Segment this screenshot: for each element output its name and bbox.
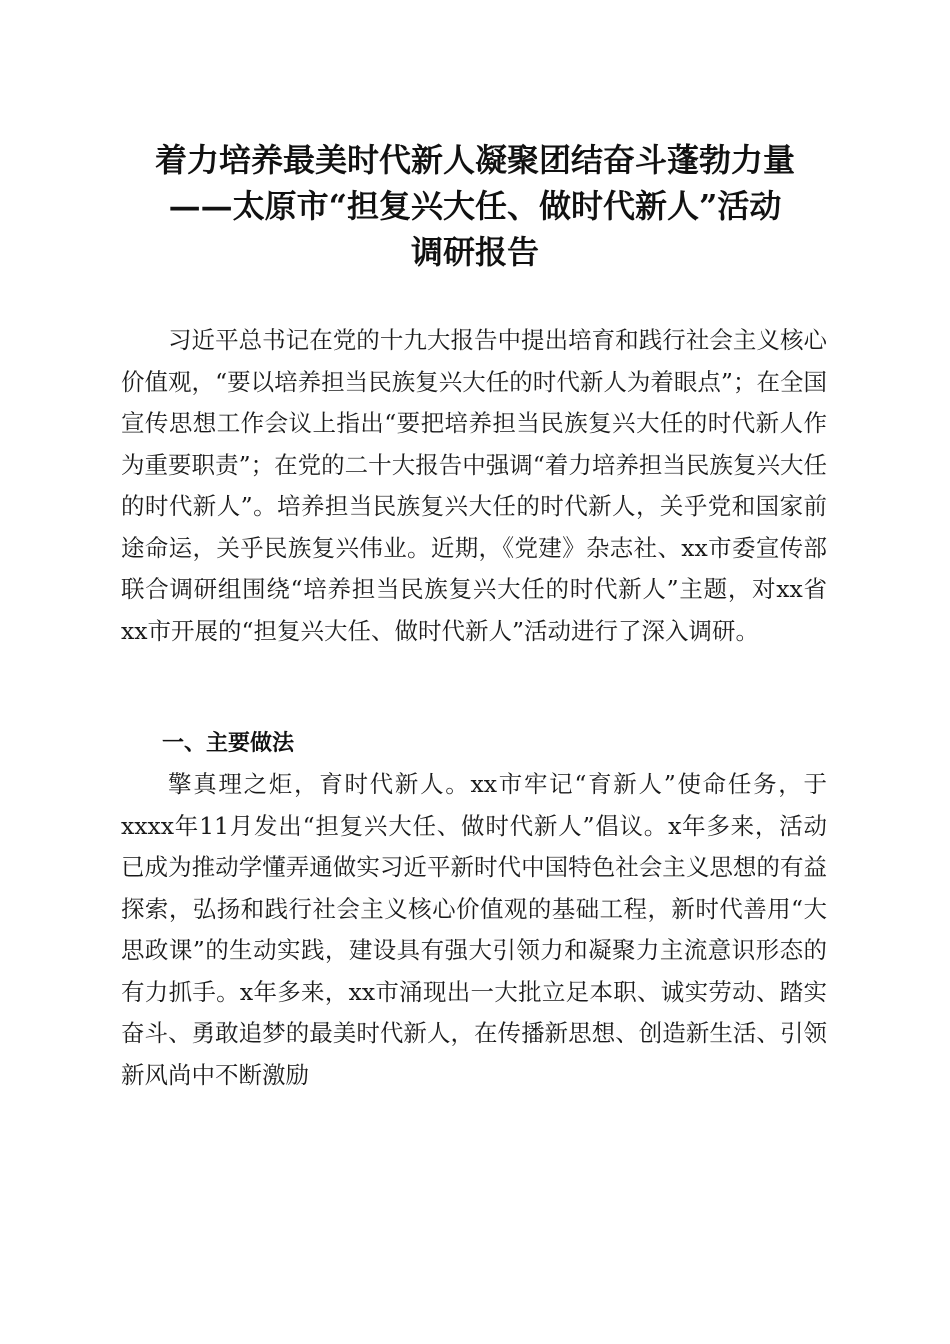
document-title-line-1: 着力培养最美时代新人凝聚团结奋斗蓬勃力量 xyxy=(154,141,795,179)
section-heading-main-practices: 一、主要做法 xyxy=(162,731,295,756)
document-title-line-2: ——太原市“担复兴大任、做时代新人”活动 xyxy=(168,187,782,225)
body-paragraph-1: 习近平总书记在党的十九大报告中提出培育和践行社会主义核心价值观，“要以培养担当民族复兴大任的时代新人为着眼点”；在全国宣传思想工作会议上指出“要把培养担当民族复兴大任的时代新人作为重要职责”；在党的二十大报告中强调“着力培养担当民族复兴大任的时代新人”。培养担当民族复兴大任的时代新人，关乎党和国家前途命运，关乎民族复兴伟业。近期，《党建》杂志社、xx市委宣传部联合调研组围绕“培养担当民族复兴大任的时代新人”主题，对xx省xx市开展的“担复兴大任、做时代新人”活动进行了深入调研。 xyxy=(121,326,827,645)
body-paragraph-2: 擎真理之炬，育时代新人。xx市牢记“育新人”使命任务，于xxxx年11月发出“担复兴大任、做时代新人”倡议。x年多来，活动已成为推动学懂弄通做实习近平新时代中国特色社会主义思想的有益探索，弘扬和践行社会主义核心价值观的基础工程，新时代善用“大思政课”的生动实践，建设具有强大引领力和凝聚力主流意识形态的有力抓手。x年多来，xx市涌现出一大批立足本职、诚实劳动、踏实奋斗、勇敢追梦的最美时代新人，在传播新思想、创造新生活、引领新风尚中不断激励 xyxy=(121,770,827,1089)
document-title-line-3: 调研报告 xyxy=(410,233,539,271)
